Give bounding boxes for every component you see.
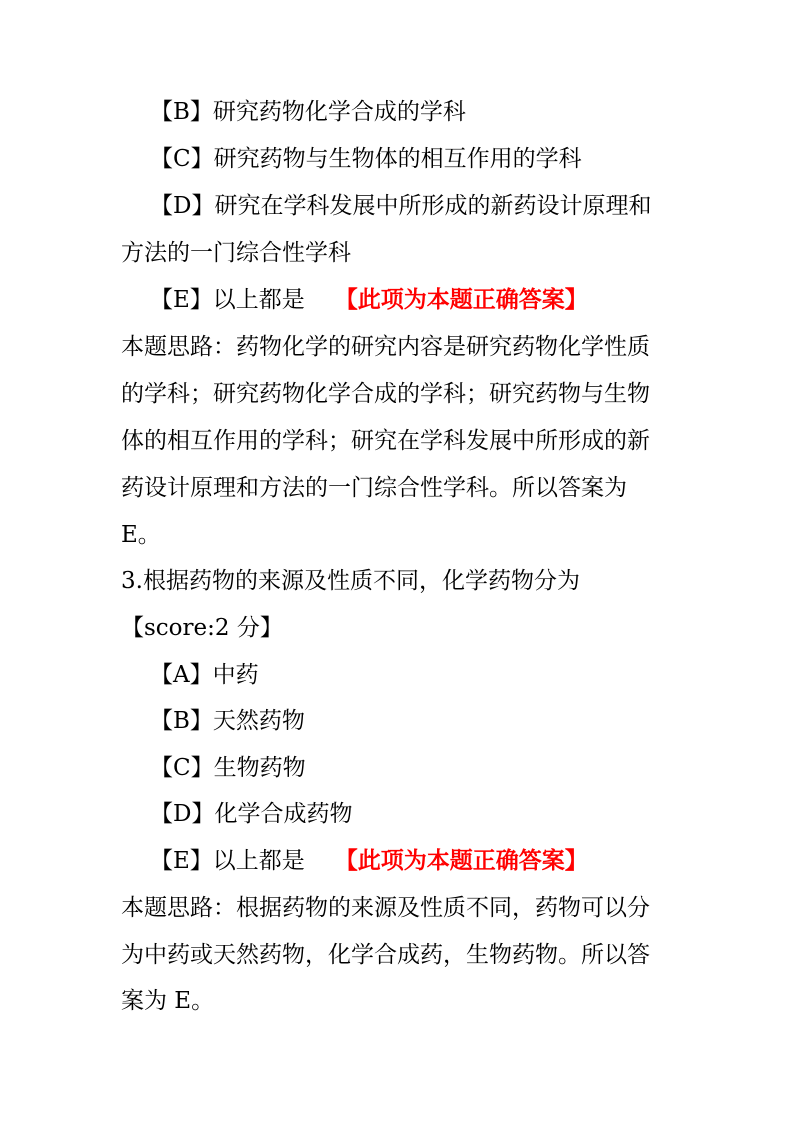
q3-explanation-line: 本题思路：根据药物的来源及性质不同，药物可以分	[121, 895, 650, 921]
q2-correct-answer-mark: 【此项为本题正确答案】	[334, 286, 588, 313]
q2-option-e	[150, 285, 710, 315]
q3-question: 3.根据药物的来源及性质不同，化学药物分为	[121, 568, 580, 594]
q3-option-c: 【C】生物药物	[150, 755, 306, 781]
q2-explanation-line: E。	[121, 522, 161, 548]
q2-explanation-line: 本题思路：药物化学的研究内容是研究药物化学性质	[121, 334, 650, 360]
q3-option-b: 【B】天然药物	[150, 708, 305, 734]
q2-option-c: 【C】研究药物与生物体的相互作用的学科	[150, 146, 582, 172]
q3-option-a: 【A】中药	[150, 662, 259, 688]
q2-explanation-line: 的学科；研究药物化学合成的学科；研究药物与生物	[121, 381, 650, 407]
q2-option-d-line1: 【D】研究在学科发展中所形成的新药设计原理和	[150, 193, 652, 219]
q3-option-d: 【D】化学合成药物	[150, 801, 353, 827]
q3-explanation-line: 为中药或天然药物，化学合成药，生物药物。所以答	[121, 942, 650, 968]
q2-option-d-line2: 方法的一门综合性学科	[121, 240, 351, 266]
q2-explanation-line: 药设计原理和方法的一门综合性学科。所以答案为	[121, 475, 627, 501]
q3-correct-answer-mark: 【此项为本题正确答案】	[334, 847, 588, 874]
q2-option-b: 【B】研究药物化学合成的学科	[150, 99, 466, 125]
q3-score: 【score:2 分】	[121, 615, 283, 641]
q2-option-e-text: 【E】以上都是	[150, 287, 305, 313]
q3-option-e-text: 【E】以上都是	[150, 848, 305, 874]
q3-option-e	[150, 846, 710, 876]
q3-explanation-line: 案为 E。	[121, 988, 215, 1014]
q2-explanation-line: 体的相互作用的学科；研究在学科发展中所形成的新	[121, 428, 650, 454]
